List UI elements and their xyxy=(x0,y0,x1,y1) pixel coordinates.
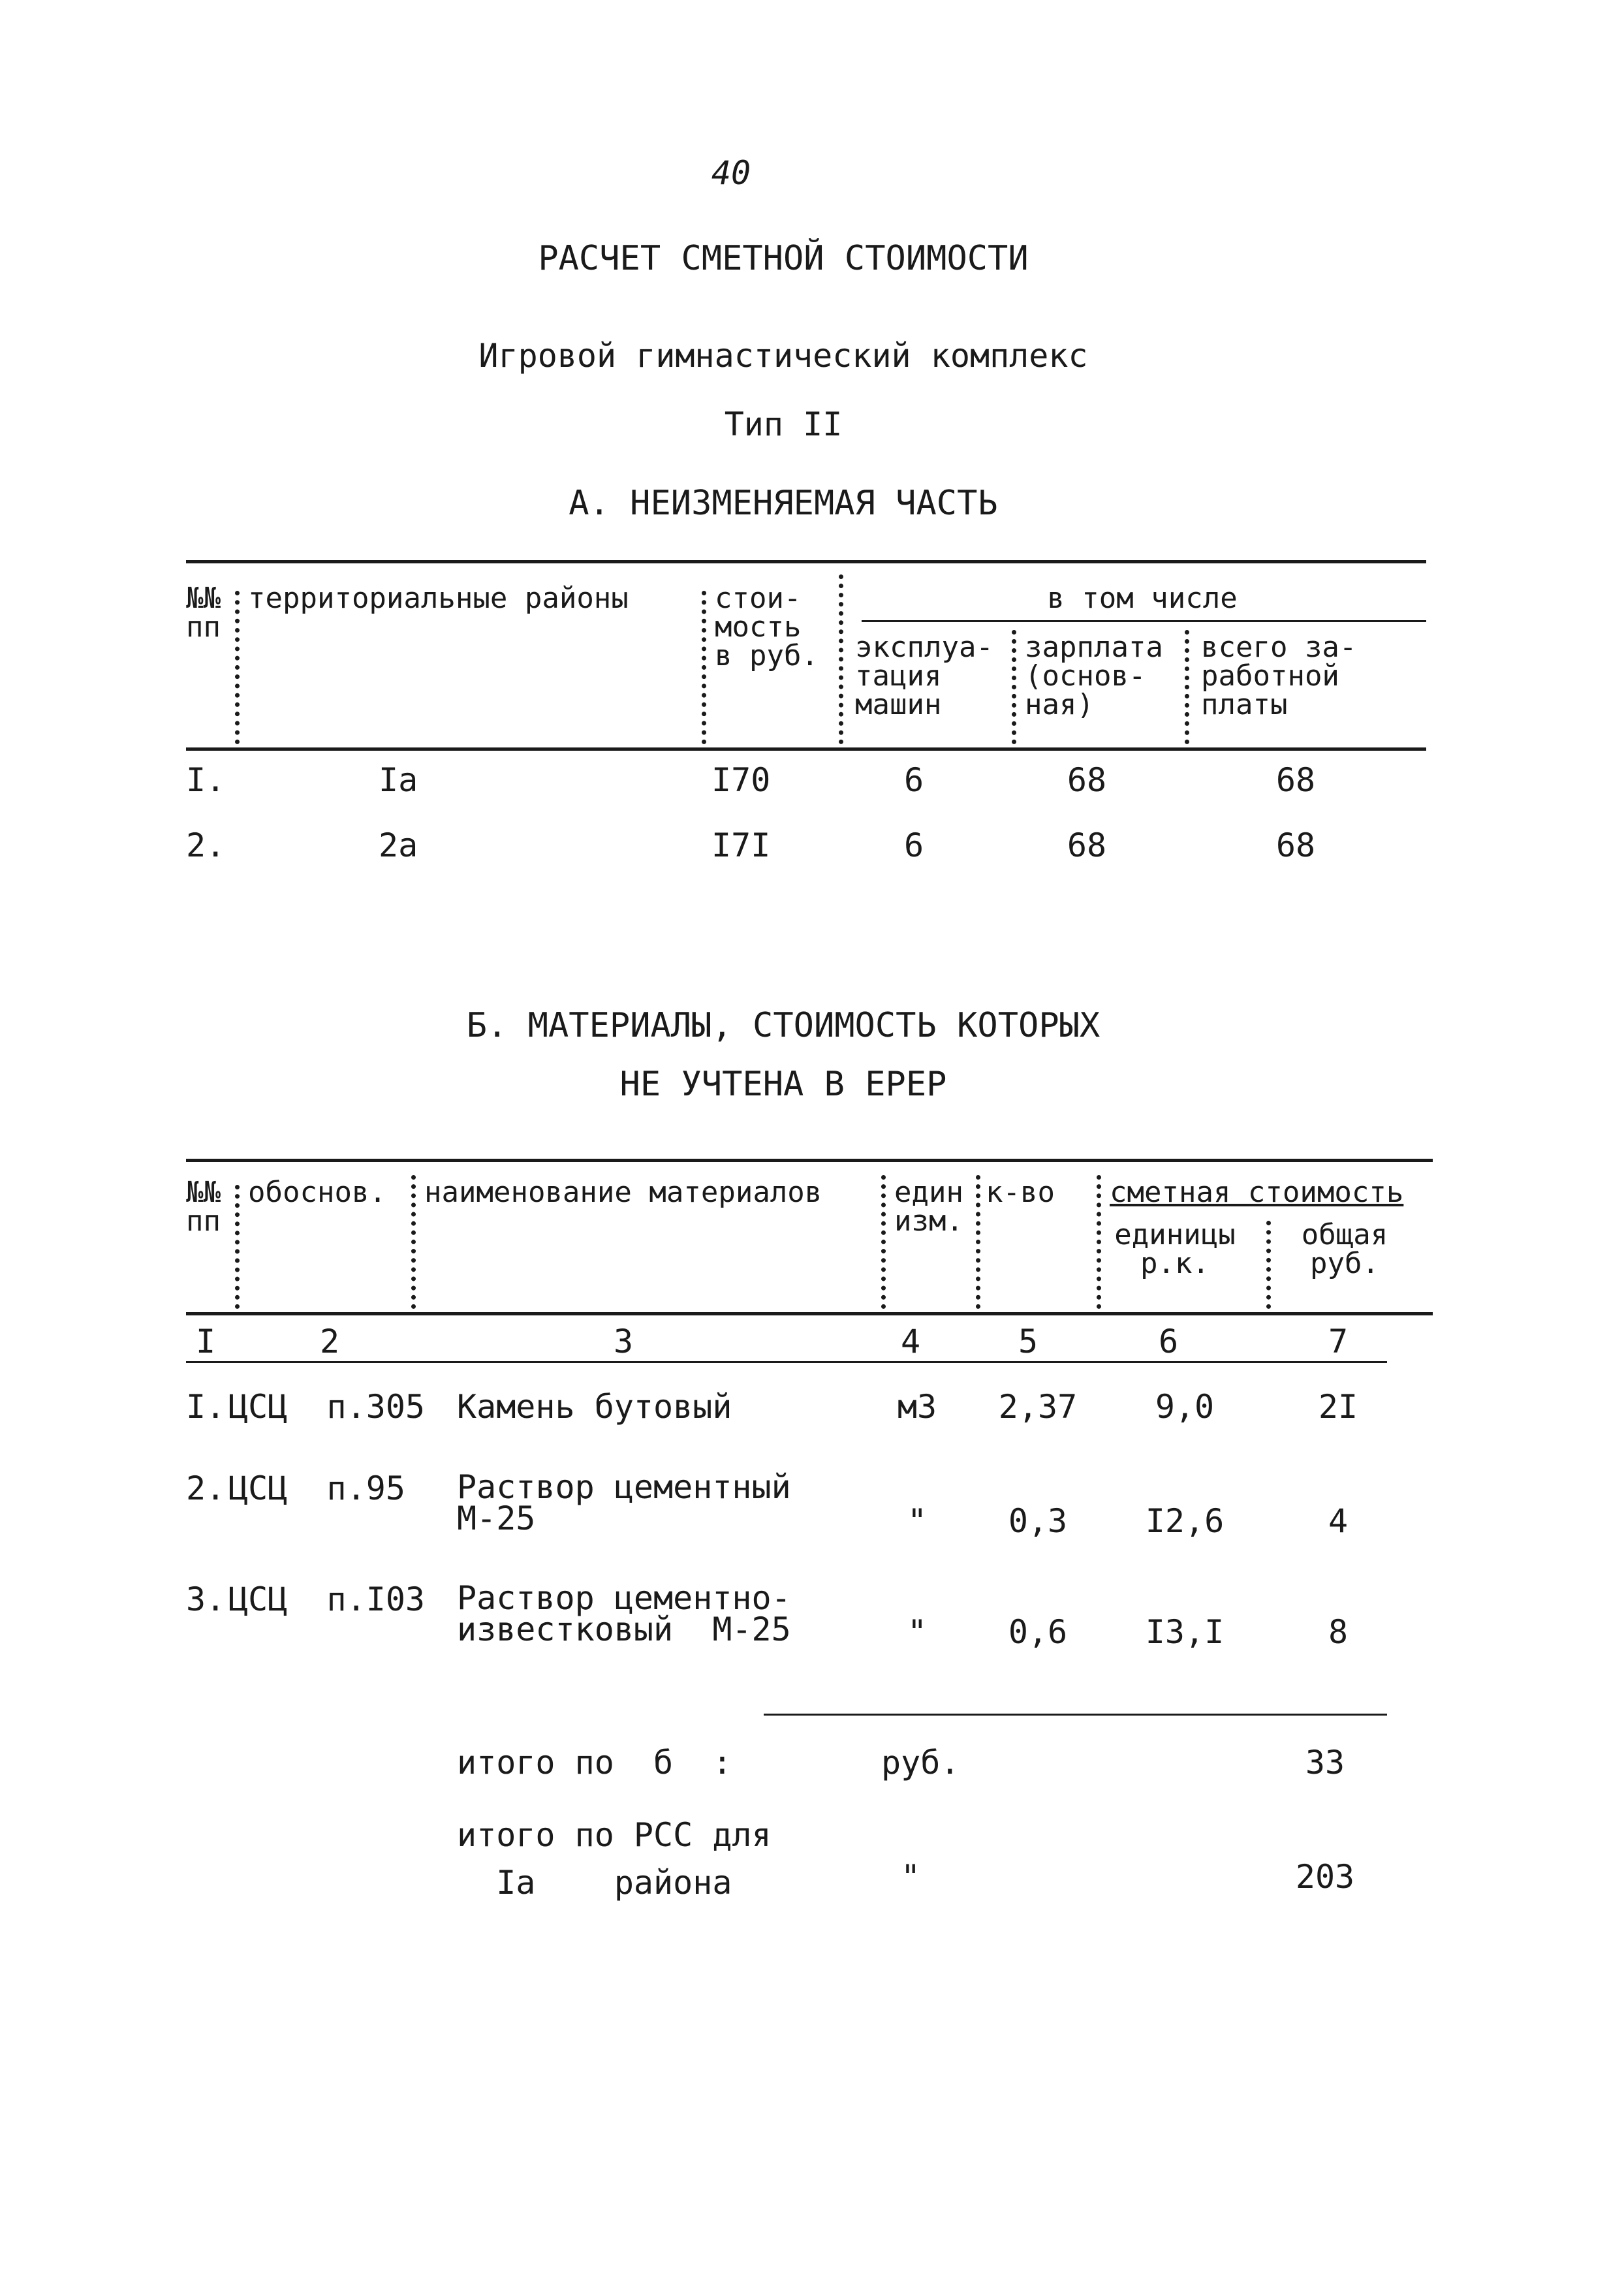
total-value: 203 xyxy=(1295,1858,1355,1896)
header-incl: в том числе xyxy=(1047,582,1238,615)
table-b-header-rule xyxy=(186,1312,1433,1315)
col-divider xyxy=(411,1175,416,1309)
row-basis: ЦСЦ п.95 xyxy=(228,1469,405,1507)
col-number: 7 xyxy=(1328,1323,1349,1360)
totals-rule xyxy=(764,1714,1387,1716)
row-unit: " xyxy=(907,1502,928,1540)
row-salary: 68 xyxy=(1067,761,1107,799)
col-number: 2 xyxy=(319,1323,340,1360)
header-region: территориальные районы xyxy=(248,582,629,615)
header-name: наименование материалов xyxy=(424,1176,822,1209)
header-incl-rule xyxy=(862,620,1426,622)
row-region: 2а xyxy=(379,826,418,864)
row-unit: м3 xyxy=(897,1388,937,1426)
row-qty: 0,3 xyxy=(1008,1502,1068,1540)
row-cost: I7I xyxy=(711,826,771,864)
table-a-header-rule xyxy=(186,747,1426,751)
col-number: I xyxy=(195,1323,216,1360)
row-name: Камень бутовый xyxy=(457,1388,732,1426)
row-num: 3. xyxy=(186,1580,226,1618)
row-machines: 6 xyxy=(903,761,924,799)
page-number: 40 xyxy=(711,154,751,192)
total-label: итого по б : xyxy=(457,1744,732,1782)
row-salary: 68 xyxy=(1067,826,1107,864)
header-total: общая руб. xyxy=(1301,1218,1388,1280)
page-title: РАСЧЕТ СМЕТНОЙ СТОИМОСТИ xyxy=(538,239,1029,278)
col-divider xyxy=(976,1175,980,1309)
total-unit: руб. xyxy=(881,1744,960,1782)
col-divider xyxy=(1097,1175,1101,1309)
row-num: 2. xyxy=(186,826,226,864)
row-total: 2I xyxy=(1318,1388,1358,1426)
header-salary: зарплата (основ- ная) xyxy=(1025,631,1163,721)
row-name: Раствор цементный М-25 xyxy=(457,1468,791,1537)
col-number: 6 xyxy=(1158,1323,1179,1360)
row-name: Раствор цементно- известковый М-25 xyxy=(457,1579,791,1648)
section-a-heading: А. НЕИЗМЕНЯЕМАЯ ЧАСТЬ xyxy=(569,484,998,523)
col-divider xyxy=(1266,1221,1271,1309)
col-number: 3 xyxy=(613,1323,634,1360)
total-unit: " xyxy=(901,1858,921,1896)
header-qty: к-во xyxy=(986,1176,1055,1209)
col-divider xyxy=(1012,630,1016,744)
col-divider xyxy=(839,574,843,744)
row-basis: ЦСЦ п.I03 xyxy=(228,1580,426,1618)
header-num: №№ пп xyxy=(186,582,221,644)
total-value: 33 xyxy=(1305,1744,1345,1782)
row-total-salary: 68 xyxy=(1275,761,1316,799)
col-number: 4 xyxy=(900,1323,921,1360)
col-divider xyxy=(235,1185,240,1309)
col-divider xyxy=(702,591,706,744)
row-cost: I70 xyxy=(711,761,771,799)
col-divider xyxy=(1185,630,1189,744)
row-region: Iа xyxy=(379,761,418,799)
row-total: 4 xyxy=(1328,1502,1349,1540)
header-estimate: сметная стоимость xyxy=(1110,1176,1404,1209)
header-machines: эксплуа- тация машин xyxy=(855,631,993,721)
row-basis: ЦСЦ п.305 xyxy=(228,1388,426,1426)
row-total-salary: 68 xyxy=(1275,826,1316,864)
col-number: 5 xyxy=(1018,1323,1038,1360)
header-basis: обоснов. xyxy=(248,1176,386,1209)
table-b-top-rule xyxy=(186,1159,1433,1162)
row-unit-cost: 9,0 xyxy=(1155,1388,1215,1426)
header-total-salary: всего за- работной платы xyxy=(1201,631,1357,721)
header-num: №№ пп xyxy=(186,1176,221,1238)
row-qty: 0,6 xyxy=(1008,1613,1068,1651)
row-machines: 6 xyxy=(903,826,924,864)
row-num: I. xyxy=(186,761,226,799)
col-divider xyxy=(235,591,240,744)
page-subtitle: Игровой гимнастический комплекс xyxy=(478,337,1088,375)
row-unit: " xyxy=(907,1613,928,1651)
header-unit: един изм. xyxy=(894,1176,963,1238)
section-b-heading: Б. МАТЕРИАЛЫ, СТОИМОСТЬ КОТОРЫХ xyxy=(466,1006,1101,1045)
col-divider xyxy=(881,1175,886,1309)
header-cost: стои- мость в руб. xyxy=(715,582,819,672)
section-b-heading-2: НЕ УЧТЕНА В ЕРЕР xyxy=(619,1065,947,1104)
col-number-rule xyxy=(186,1361,1387,1363)
total-label: итого по РСС для Iа района xyxy=(457,1816,772,1902)
row-unit-cost: I3,I xyxy=(1145,1613,1225,1651)
row-qty: 2,37 xyxy=(998,1388,1078,1426)
row-unit-cost: I2,6 xyxy=(1145,1502,1225,1540)
row-num: 2. xyxy=(186,1469,226,1507)
table-a-top-rule xyxy=(186,560,1426,563)
row-num: I. xyxy=(186,1388,226,1426)
type-label: Тип II xyxy=(724,405,843,443)
header-unit-cost: единицы р.к. xyxy=(1114,1218,1236,1280)
row-total: 8 xyxy=(1328,1613,1349,1651)
